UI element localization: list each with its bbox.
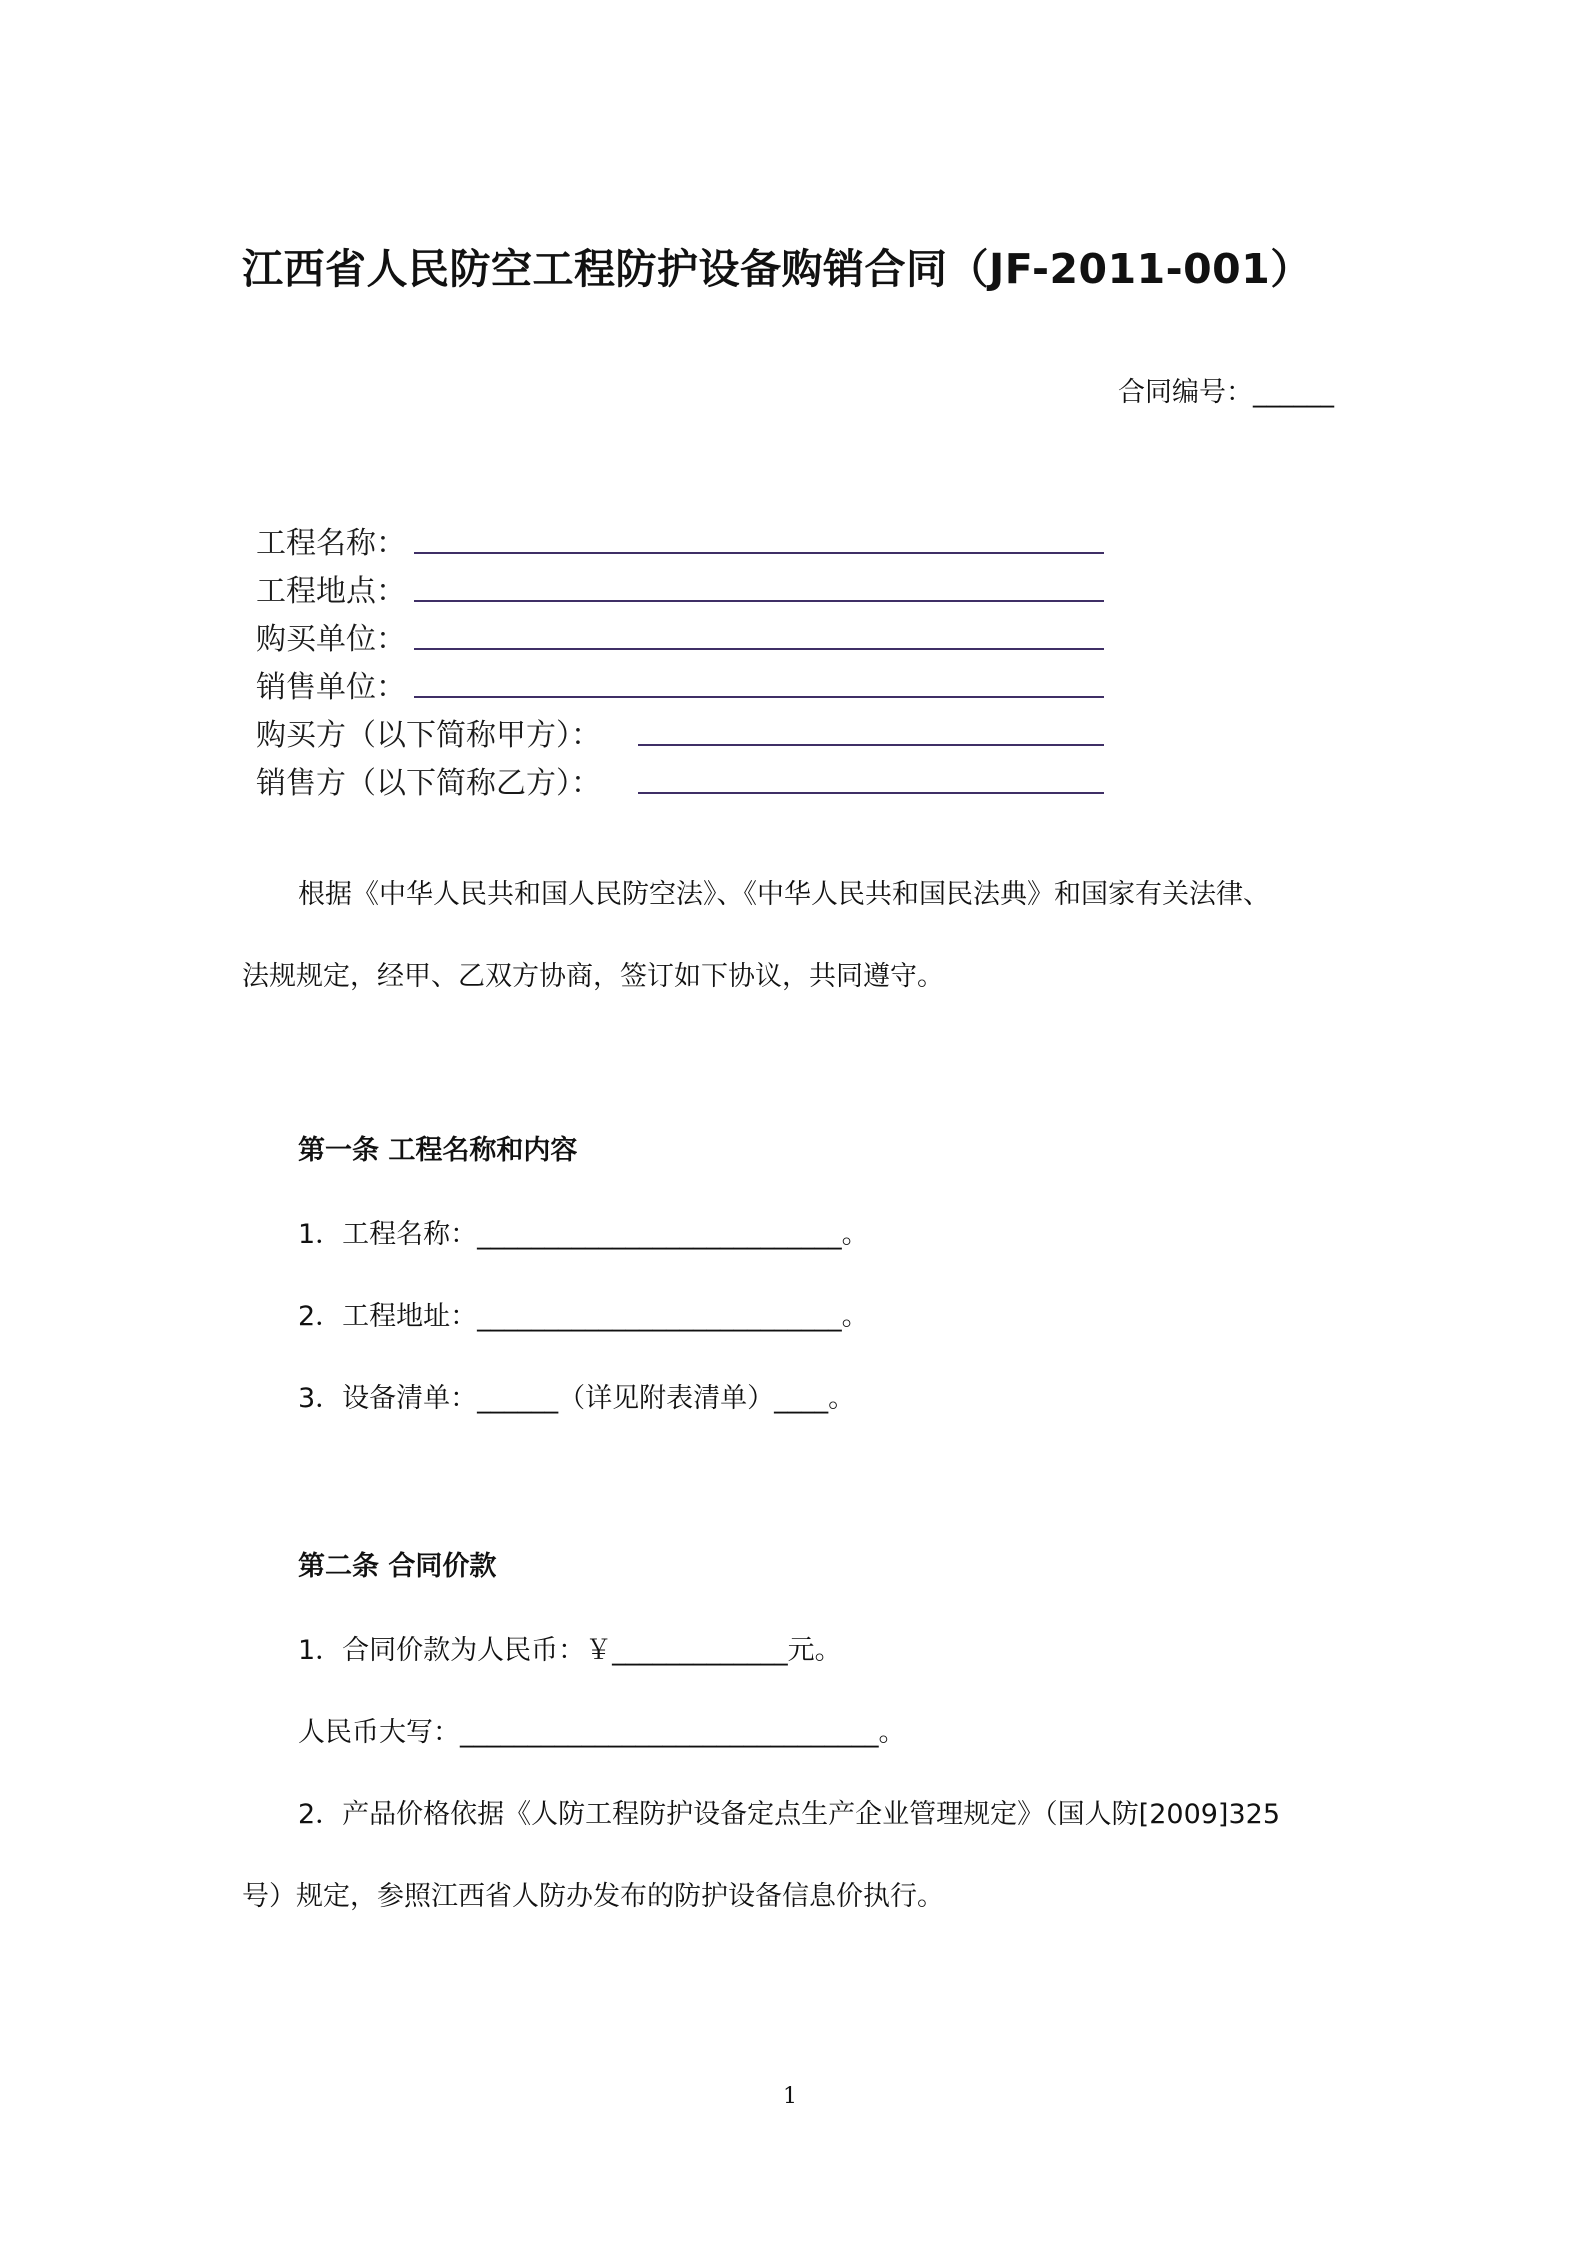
field-label-seller: 销售单位： bbox=[256, 670, 406, 705]
field-label-project-name: 工程名称： bbox=[256, 526, 406, 561]
article-2-item-1: 1．合同价款为人民币：￥_____________元。 bbox=[298, 1635, 842, 1666]
contract-number: 合同编号：______ bbox=[1118, 377, 1334, 408]
field-label-party-a: 购买方（以下简称甲方）： bbox=[256, 718, 601, 753]
field-label-buyer: 购买单位： bbox=[256, 622, 406, 657]
field-label-project-location: 工程地点： bbox=[256, 574, 406, 609]
article-1-heading: 第一条 工程名称和内容 bbox=[298, 1135, 578, 1166]
article-1-item-2: 2．工程地址：___________________________。 bbox=[298, 1301, 869, 1332]
field-line-project-name[interactable] bbox=[414, 552, 1104, 554]
field-line-party-a[interactable] bbox=[638, 744, 1104, 746]
field-line-project-location[interactable] bbox=[414, 600, 1104, 602]
field-line-seller[interactable] bbox=[414, 696, 1104, 698]
field-line-party-b[interactable] bbox=[638, 792, 1104, 794]
article-2-item-2-line-2: 号）规定，参照江西省人防办发布的防护设备信息价执行。 bbox=[242, 1881, 944, 1912]
page-number: 1 bbox=[783, 2084, 797, 2109]
intro-line-1: 根据《中华人民共和国人民防空法》、《中华人民共和国民法典》和国家有关法律、 bbox=[298, 879, 1270, 910]
intro-line-2: 法规规定，经甲、乙双方协商，签订如下协议，共同遵守。 bbox=[242, 961, 944, 992]
field-line-buyer[interactable] bbox=[414, 648, 1104, 650]
article-2-heading: 第二条 合同价款 bbox=[298, 1551, 497, 1582]
article-2-amount-words: 人民币大写：_______________________________。 bbox=[298, 1717, 906, 1748]
document-title: 江西省人民防空工程防护设备购销合同（JF-2011-001） bbox=[242, 245, 1312, 293]
field-label-party-b: 销售方（以下简称乙方）： bbox=[256, 766, 601, 801]
article-1-item-1: 1．工程名称：___________________________。 bbox=[298, 1219, 869, 1250]
article-1-item-3: 3．设备清单：______（详见附表清单）____。 bbox=[298, 1383, 856, 1414]
article-2-item-2-line-1: 2．产品价格依据《人防工程防护设备定点生产企业管理规定》（国人防[2009]325 bbox=[298, 1799, 1280, 1830]
